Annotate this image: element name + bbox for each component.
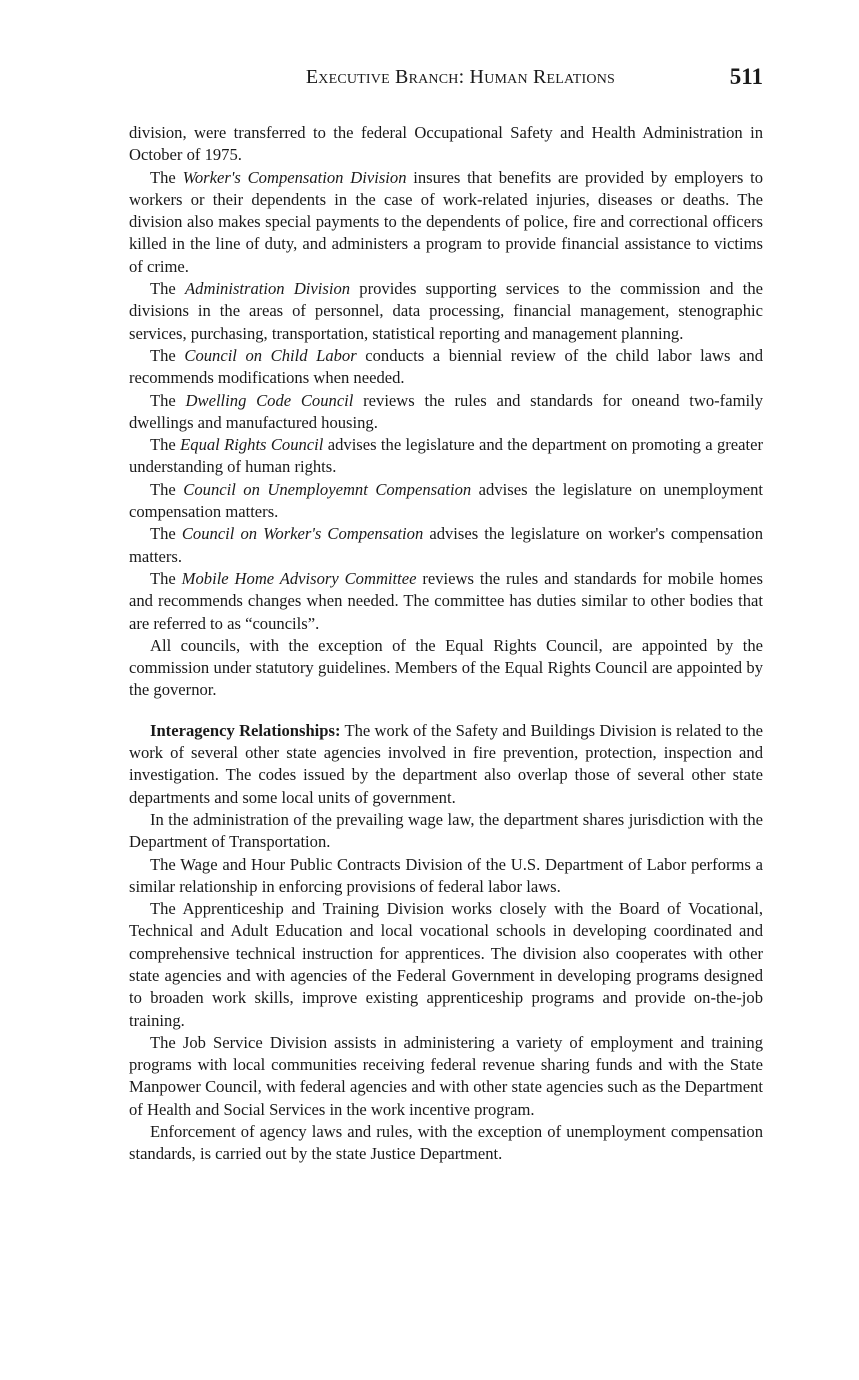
paragraph bbox=[129, 167, 763, 278]
paragraph bbox=[129, 345, 763, 390]
body-name-italic: Administration Division bbox=[185, 279, 351, 299]
body-name-italic: Dwelling Code Council bbox=[185, 390, 354, 410]
text-run: reviews the rules and standards for mobile homes and recommends changes when needed. The committee has duties similar to other bodies that are referred to as “councils”. bbox=[129, 568, 763, 633]
run-in-heading: Interagency Relationships: bbox=[150, 720, 341, 740]
paragraph bbox=[129, 854, 763, 899]
text-run: The bbox=[150, 479, 184, 499]
paragraph bbox=[129, 898, 763, 1032]
paragraph bbox=[129, 1121, 763, 1166]
section-paragraph bbox=[129, 720, 763, 809]
text-run: The work of the Safety and Buildings Division is related to the work of several other state agencies involved in fire prevention, protection, inspection and investigation. The codes issued by the department also overlap those of several other state departments and some local units of government. bbox=[129, 720, 763, 807]
text-run: In the administration of the prevailing wage law, the department shares jurisdiction with the Department of Transportation. bbox=[129, 809, 763, 852]
document-page bbox=[129, 62, 763, 1166]
text-run: insures that benefits are provided by employers to workers or their dependents in the case of work-related injuries, diseases or deaths. The division also makes special payments to the dependents of police, fire and correctional officers killed in the line of duty, and administers a program to provide financial assistance to victims of crime. bbox=[129, 167, 763, 276]
paragraph bbox=[129, 122, 763, 167]
body-name-italic: Mobile Home Advisory Committee bbox=[181, 568, 417, 588]
text-run: Enforcement of agency laws and rules, with the exception of unemployment compensation standards, is carried out by the state Justice Department. bbox=[129, 1122, 763, 1164]
text-run: provides supporting services to the commission and the divisions in the areas of personnel, data processing, financial management, stenographic services, purchasing, transportation, statistical reporting and management planning. bbox=[129, 279, 764, 343]
paragraph bbox=[129, 635, 763, 702]
text-run: The bbox=[150, 345, 185, 365]
paragraph bbox=[129, 809, 763, 854]
text-run: The Job Service Division assists in administering a variety of employment and training programs with local communities receiving federal revenue sharing funds and with the State Manpower Council, with federal agencies and with other state agencies such as the Department of Health and Social Services in the work incentive program. bbox=[129, 1032, 763, 1119]
text-run: advises the legislature on unemployment compensation matters. bbox=[129, 479, 763, 522]
page-number: 511 bbox=[729, 64, 763, 89]
text-run: The bbox=[150, 568, 182, 588]
text-run: reviews the rules and standards for oneand two-family dwellings and manufactured housing. bbox=[129, 390, 763, 432]
text-run: division, were transferred to the federal Occupational Safety and Health Administration in October of 1975. bbox=[129, 123, 763, 165]
body-name-italic: Equal Rights Council bbox=[180, 435, 324, 455]
text-run: The bbox=[150, 390, 186, 410]
body-name-italic: Council on Unemployemnt Compensation bbox=[183, 479, 472, 499]
text-run: The Wage and Hour Public Contracts Division of the U.S. Department of Labor performs a similar relationship in enforcing provisions of federal labor laws. bbox=[129, 854, 763, 896]
text-run: The Apprenticeship and Training Division works closely with the Board of Vocational, Technical and Adult Education and local vocational schools in developing coordinated and comprehensive technical instruction for apprentices. The division also cooperates with other state agencies and with agencies of the Federal Government in developing programs designed to broaden work skills, improve existing apprenticeship programs and provide on-the-job training. bbox=[129, 899, 763, 1030]
text-run: advises the legislature and the department on promoting a greater understanding of human rights. bbox=[129, 435, 763, 477]
body-name-italic: Council on Child Labor bbox=[184, 345, 357, 365]
paragraph bbox=[129, 390, 763, 435]
body-name-italic: Worker's Compensation Division bbox=[182, 167, 407, 187]
running-head: Executive Branch: Human Relations bbox=[305, 66, 615, 88]
paragraph bbox=[129, 479, 763, 524]
paragraph bbox=[129, 523, 763, 568]
paragraph bbox=[129, 1032, 763, 1121]
body-text bbox=[129, 122, 763, 1166]
text-run: All councils, with the exception of the Equal Rights Council, are appointed by the commission under statutory guidelines. Members of the Equal Rights Council are appointed by the governor. bbox=[129, 635, 763, 700]
text-run: The bbox=[150, 524, 182, 544]
page-header bbox=[129, 62, 763, 96]
body-name-italic: Council on Worker's Compensation bbox=[181, 524, 424, 544]
text-run: The bbox=[150, 435, 181, 455]
paragraph bbox=[129, 568, 763, 635]
paragraph bbox=[129, 434, 763, 479]
text-run: advises the legislature on worker's compensation matters. bbox=[129, 524, 764, 566]
paragraph bbox=[129, 278, 763, 345]
text-run: The bbox=[150, 167, 183, 187]
text-run: The bbox=[150, 279, 186, 299]
text-run: conducts a biennial review of the child labor laws and recommends modifications when needed. bbox=[129, 345, 764, 388]
